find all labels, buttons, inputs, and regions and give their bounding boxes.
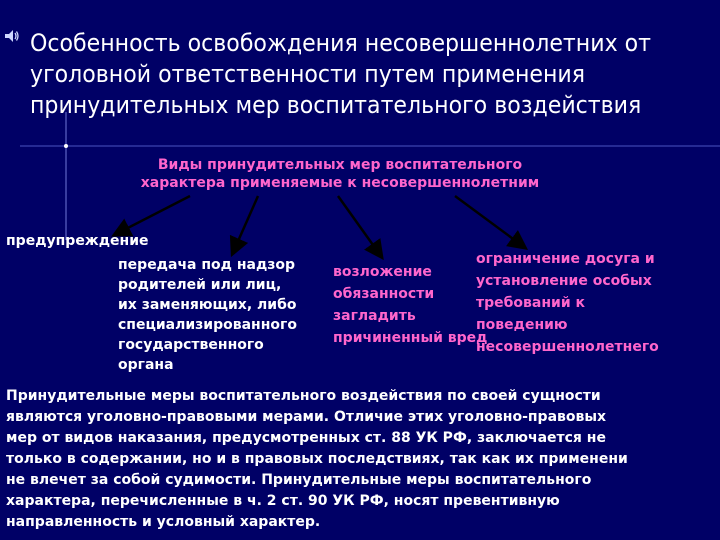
title-line: принудительных мер воспитательного воздействия [30,91,642,119]
paragraph-line: Принудительные меры воспитательного воздействия по своей сущности [6,388,601,404]
arrow-to-transfer [235,196,258,248]
measure-line: родителей или лиц, [118,277,282,293]
measure-line: ограничение досуга и [476,251,655,267]
arrow-to-duty [338,196,378,252]
measure-line: несовершеннолетнего [476,339,659,355]
paragraph-line: характера, перечисленные в ч. 2 ст. 90 УК РФ, носят превентивную [6,493,560,509]
measure-line: государственного [118,337,264,353]
measure-line: органа [118,357,174,373]
title-line: Особенность освобождения несовершеннолетних от [30,29,652,57]
subtitle-line: характера применяемые к несовершеннолетним [140,175,540,191]
measure-line: загладить [333,308,416,324]
measure-line: поведению [476,317,568,333]
measure-warning: предупреждение [6,233,149,249]
measure-line: специализированного [118,317,297,333]
measure-line: установление особых [476,273,652,289]
measure-line: передача под надзор [118,257,296,273]
measure-line: причиненный вред [333,330,488,346]
measure-transfer-supervision [118,255,297,375]
paragraph-line: являются уголовно-правовыми мерами. Отличие этих уголовно-правовых [6,409,607,425]
measure-line: обязанности [333,286,435,302]
explanation-paragraph [6,386,720,533]
paragraph-line: мер от видов наказания, предусмотренных ст. 88 УК РФ, заключается не [6,430,606,446]
title-line: уголовной ответственности путем применения [30,60,586,88]
measure-leisure-restriction [476,248,659,358]
arrow-to-restriction [455,196,520,244]
measure-line: требований к [476,295,585,311]
paragraph-line: только в содержании, но и в правовых последствиях, так как их применени [6,451,628,467]
paragraph-line: не влечет за собой судимости. Принудительные меры воспитательного [6,472,592,488]
paragraph-line: направленность и условный характер. [6,514,321,530]
measure-line: возложение [333,264,432,280]
measure-duty-to-repair [333,261,487,349]
arrow-to-warning [120,196,190,232]
subtitle-line: Виды принудительных мер воспитательного [157,157,523,173]
measure-line: их заменяющих, либо [118,297,297,313]
